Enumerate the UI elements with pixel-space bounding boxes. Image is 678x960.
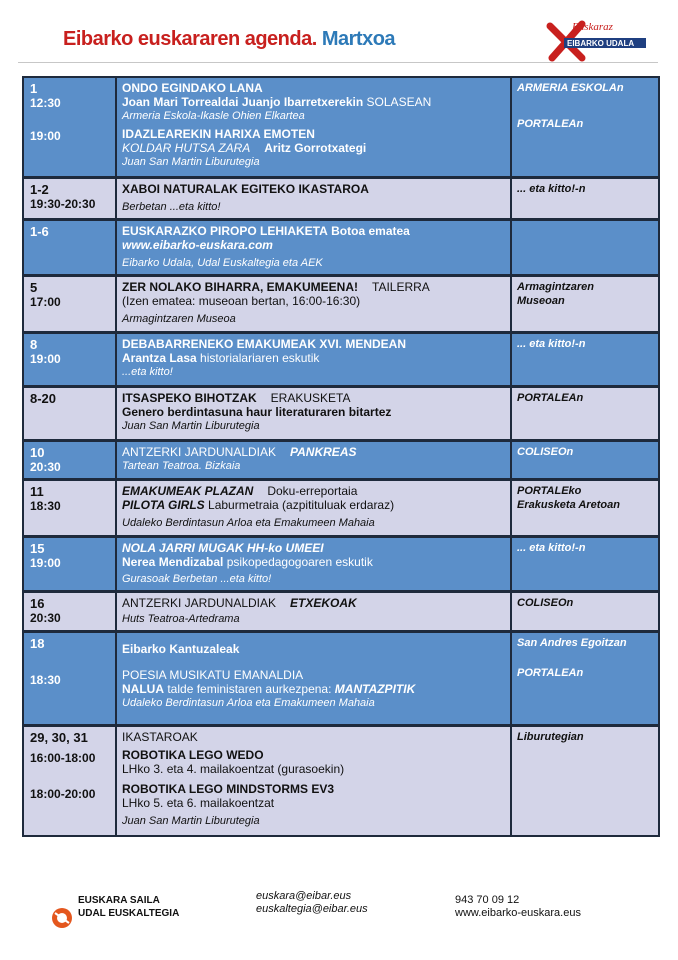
eibarko-udala-logo: [542, 14, 647, 64]
title-main: Eibarko euskararen agenda.: [63, 28, 317, 50]
logo-brand: EIBARKO UDALA: [567, 39, 635, 48]
agenda-row-12: 29, 30, 31 16:00-18:00 18:00-20:00 IKASTAROAK ROBOTIKA LEGO WEDO LHko 3. eta 4. mailakoentzat (gurasoekin) ROBOTIKA LEGO MINDSTORMS EV3 LHko 5. eta 6. mailakoentzat Juan San Martin Liburutegia Liburutegian: [24, 727, 658, 835]
agenda-row-6: 8-20 ITSASPEKO BIHOTZAK ERAKUSKETA Genero berdintasuna haur literaturaren bitartez Juan San Martin Liburutegia PORTALEAn: [24, 388, 658, 442]
header-divider: [18, 62, 658, 63]
date-cell: 1 12:30 19:00: [24, 78, 117, 176]
page-title: [63, 28, 395, 51]
footer-emails: [256, 890, 368, 916]
agenda-row-9: 15 19:00 NOLA JARRI MUGAK HH-ko UMEEI Nerea Mendizabal psikopedagogoaren eskutik Gurasoak Berbetan ...eta kitto! ... eta kitto!-n: [24, 538, 658, 593]
footer: [0, 884, 678, 944]
place-cell: ARMERIA ESKOLAn PORTALEAn: [512, 78, 658, 176]
agenda-row-1: [24, 78, 658, 179]
agenda-row-4: 5 17:00 ZER NOLAKO BIHARRA, EMAKUMEENA! TAILERRA (Izen ematea: museoan bertan, 16:00-16:30) Armagintzaren Museoa Armagintzaren Museoan: [24, 277, 658, 334]
agenda-row-2: 1-2 19:30-20:30 XABOI NATURALAK EGITEKO IKASTAROA Berbetan ...eta kitto! ... eta kitto!-n: [24, 179, 658, 221]
email-link-euskara[interactable]: euskara@eibar.eus: [256, 890, 352, 902]
agenda-row-5: 8 19:00 DEBABARRENEKO EMAKUMEAK XVI. MENDEAN Arantza Lasa historialariaren eskutik ...eta kitto! ... eta kitto!-n: [24, 334, 658, 388]
footer-org-name: EUSKARA SAILA: [78, 895, 160, 906]
event-cell: ONDO EGINDAKO LANA Joan Mari Torrealdai Juanjo Ibarretxerekin SOLASEAN Armeria Eskola-Ikasle Ohien Elkartea IDAZLEAREKIN HARIXA EMOTEN KOLDAR HUTSA ZARA Aritz Gorrotxategi Juan San Martin Liburutegia: [117, 78, 512, 176]
agenda-row-10: 16 20:30 ANTZERKI JARDUNALDIAK ETXEKOAK Huts Teatroa-Artedrama COLISEOn: [24, 593, 658, 633]
email-link-euskaltegia[interactable]: euskaltegia@eibar.eus: [256, 903, 368, 915]
footer-org-school: UDAL EUSKALTEGIA: [78, 908, 180, 919]
agenda-row-8: 11 18:30 EMAKUMEAK PLAZAN Doku-erreportaia PILOTA GIRLS Laburmetraia (azpitituluak erdaraz) Udaleko Berdintasun Arloa eta Emakumeen Mahaia PORTALEko Erakusketa Aretoan: [24, 481, 658, 538]
euskaltegia-logo-icon: [51, 907, 73, 929]
footer-contact: [455, 894, 581, 920]
logo-script: Euskaraz: [572, 21, 613, 33]
title-month: Martxoa: [321, 28, 396, 50]
agenda-row-3: 1-6 EUSKARAZKO PIROPO LEHIAKETA Botoa ematea www.eibarko-euskara.com Eibarko Udala, Udal Euskaltegia eta AEK: [24, 221, 658, 277]
agenda-table: [22, 76, 660, 837]
agenda-row-7: 10 20:30 ANTZERKI JARDUNALDIAK PANKREAS Tartean Teatroa. Bizkaia COLISEOn: [24, 442, 658, 481]
footer-org: [78, 894, 179, 920]
website-link[interactable]: www.eibarko-euskara.eus: [455, 907, 581, 919]
phone-number: 943 70 09 12: [455, 894, 520, 906]
agenda-row-11: 18 18:30 Eibarko Kantuzaleak POESIA MUSIKATU EMANALDIA NALUA talde feministaren aurkezpena: MANTAZPITIK Udaleko Berdintasun Arloa eta Emakumeen Mahaia San Andres Egoitzan PORTALEAn: [24, 633, 658, 727]
